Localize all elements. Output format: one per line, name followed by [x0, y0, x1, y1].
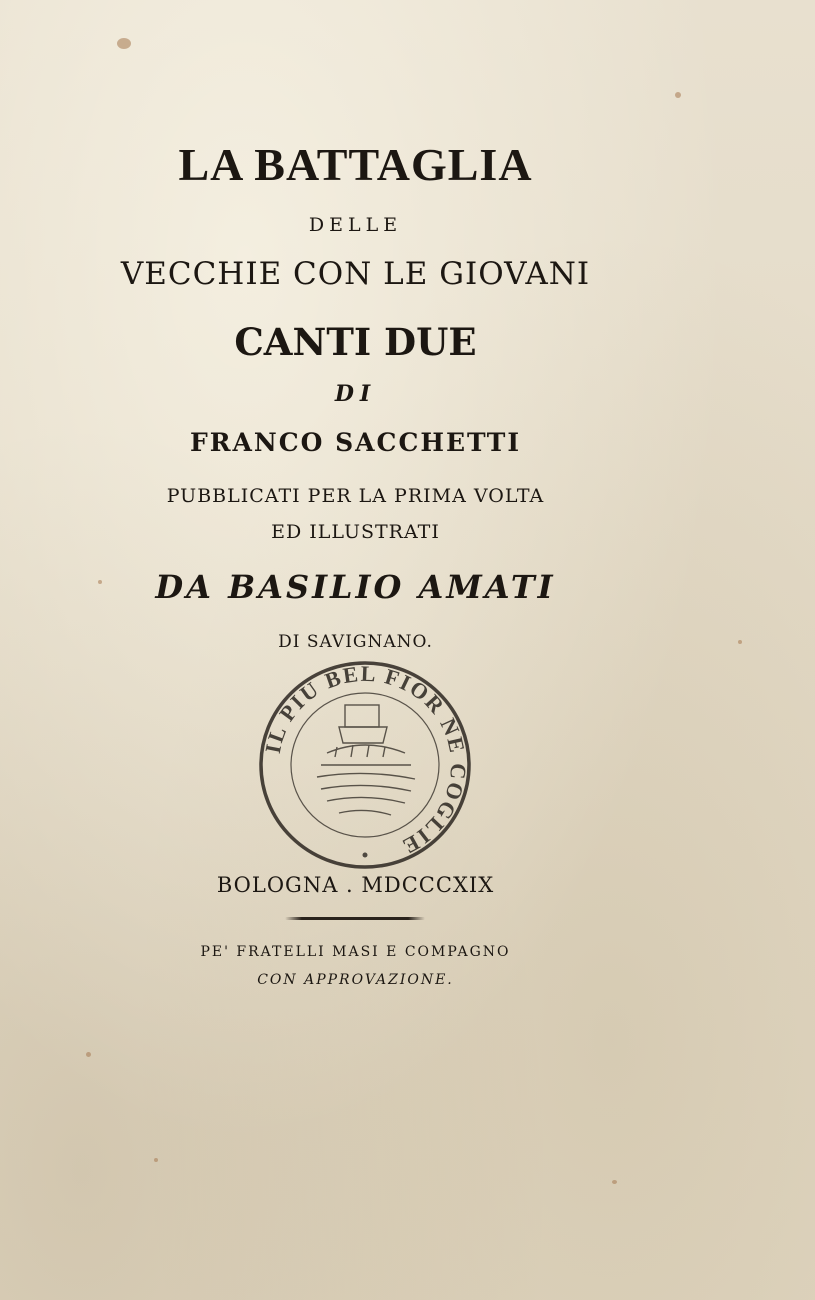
place-and-date: BOLOGNA . MDCCCXIX — [216, 873, 495, 897]
editor-name: DA BASILIO AMATI — [155, 568, 556, 606]
book-title: LA BATTAGLIA — [178, 139, 533, 190]
printer-line: PE' FRATELLI MASI E COMPAGNO — [200, 944, 511, 960]
foxing-spot — [117, 38, 131, 49]
library-seal-icon — [255, 657, 475, 873]
by-line: DI — [334, 381, 377, 407]
foxing-spot — [675, 92, 681, 98]
foxing-spot — [86, 1052, 91, 1057]
editor-origin: DI SAVIGNANO. — [278, 632, 433, 652]
foxing-spot — [612, 1180, 617, 1184]
published-line: PUBBLICATI PER LA PRIMA VOLTA — [166, 485, 545, 507]
title-connector: DELLE — [308, 214, 403, 236]
book-subtitle: VECCHIE CON LE GIOVANI — [120, 256, 591, 292]
approval-line: CON APPROVAZIONE. — [257, 972, 454, 988]
stamp-legend: IL PIU BEL FIOR NE COGLIE — [259, 660, 472, 860]
author-name: FRANCO SACCHETTI — [189, 428, 522, 457]
foxing-spot — [154, 1158, 158, 1162]
cantos-line: CANTI DUE — [234, 320, 477, 364]
illustrated-line: ED ILLUSTRATI — [271, 521, 440, 543]
divider-rule — [285, 917, 425, 920]
